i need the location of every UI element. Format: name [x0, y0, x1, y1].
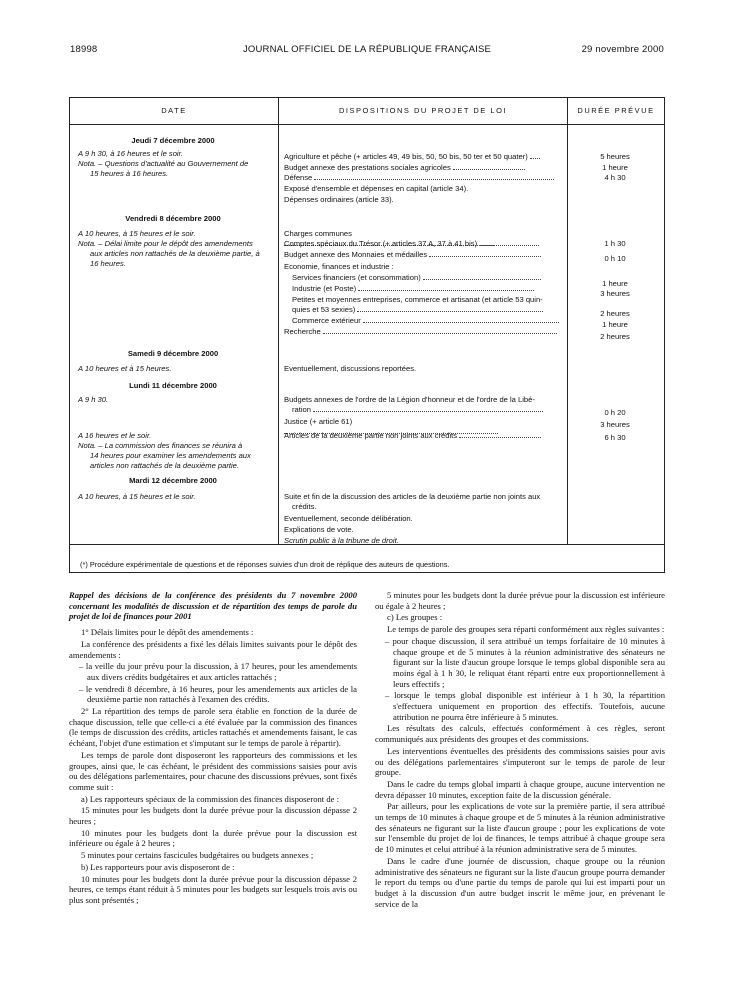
disposition-item: Eventuellement, discussions reportées.	[284, 364, 417, 373]
list-item: – le vendredi 8 décembre, à 16 heures, pour les amendements aux articles de la deuxième partie non rattachés à l'examen des crédits.	[79, 683, 357, 705]
date-note: A 10 heures et à 15 heures.	[78, 364, 172, 373]
date-note: A 16 heures et le soir.	[78, 431, 152, 440]
duration-value: 2 heures	[600, 332, 630, 341]
duration-value: 4 h 30	[604, 173, 626, 182]
duration-value: 1 heure	[602, 163, 628, 172]
paragraph: Le temps de parole des groupes sera réparti conformément aux règles suivantes :	[387, 624, 665, 635]
date-note: Nota. – Questions d'actualité au Gouvernement de	[78, 159, 249, 168]
disposition-item: Industrie (et Poste)	[292, 284, 560, 294]
duration-value: 0 h 10	[604, 254, 626, 263]
disposition-item: Petites et moyennes entreprises, commerce et artisanat (et article 53 quin-	[292, 295, 543, 304]
duration-value: 1 heure	[602, 279, 628, 288]
col-divider	[567, 98, 568, 544]
disposition-item: Budget annexe des prestations sociales agricoles	[284, 163, 560, 173]
day-heading: Vendredi 8 décembre 2000	[125, 214, 221, 223]
disposition-item: Suite et fin de la discussion des articles de la deuxième partie non joints aux	[284, 492, 541, 501]
page-header	[70, 44, 664, 58]
section-title: Rappel des décisions de la conférence des présidents du 7 novembre 2000 concernant les modalités de discussion et de répartition des temps de parole du projet de loi de finances pour 2001	[69, 590, 357, 622]
date-note: 14 heures pour examiner les amendements aux	[90, 451, 251, 460]
disposition-item: Dépenses ordinaires (article 33).	[284, 195, 394, 204]
table-footnote: (*) Procédure expérimentale de questions et de réponses suivies d'un droit de réplique des auteurs de questions.	[80, 560, 450, 569]
duration-value: 1 heure	[602, 320, 628, 329]
paragraph: Les temps de parole dont disposeront les rapporteurs des commissions et les groupes, ainsi que, le cas échéant, le président des commissions saisies pour avis ou des délégations parlementaires, pour chacune des discussions prévues, sont fixés comme suit :	[69, 749, 357, 792]
duration-value: 0 h 20	[604, 408, 626, 417]
list-item: – la veille du jour prévu pour la discussion, à 17 heures, pour les amendements aux divers crédits budgétaires et aux articles rattachés ;	[79, 661, 357, 682]
date-note: 15 heures à 16 heures.	[90, 169, 169, 178]
paragraph: 1° Délais limites pour le dépôt des amendements :	[81, 627, 254, 638]
date-note: A 9 h 30.	[78, 395, 109, 404]
day-heading: Jeudi 7 décembre 2000	[131, 136, 215, 145]
disposition-item: Comptes spéciaux du Trésor (+ articles 37 A, 37 à 41 bis)	[284, 239, 560, 249]
disposition-item: quies et 53 sexies)	[292, 305, 560, 315]
paragraph: 2° La répartition des temps de parole sera établie en fonction de la durée de chaque discussion, telle que celle-ci a été évaluée par la commission des finances (le temps de discussion des crédits, articles rattachés et amendements faisant, le cas échéant, l'objet d'une estimation et s'imputant sur le temps de parole à répartir).	[69, 706, 357, 749]
date-note: Nota. – Délai limite pour le dépôt des amendements	[78, 239, 253, 248]
header-divider	[70, 124, 664, 125]
col-header-date: DATE	[161, 106, 187, 115]
disposition-item: Eventuellement, seconde délibération.	[284, 514, 413, 523]
disposition-item: Recherche	[284, 327, 560, 337]
left-column	[69, 590, 357, 907]
date-note: articles non rattachés de la deuxième partie.	[90, 461, 240, 470]
paragraph: a) Les rapporteurs spéciaux de la commission des finances disposeront de :	[81, 793, 339, 804]
paragraph: 10 minutes pour les budgets dont la durée prévue pour la discussion dépasse 2 heures, ce temps étant réduit à 5 minutes pour les budgets sur lesquels trois avis ou plus sont présentés ;	[69, 873, 357, 905]
issue-date: 29 novembre 2000	[581, 44, 664, 55]
disposition-item: Charges communes	[284, 229, 560, 249]
duration-value: 1 h 30	[604, 239, 626, 248]
paragraph: 5 minutes pour les budgets dont la durée prévue pour la discussion est inférieure ou égale à 2 heures ;	[375, 590, 665, 611]
disposition-item: Scrutin public à la tribune de droit.	[284, 536, 399, 545]
disposition-item: Commerce extérieur	[292, 316, 560, 326]
disposition-item: Budgets annexes de l'ordre de la Légion d'honneur et de l'ordre de la Libé-	[284, 395, 535, 404]
paragraph: Dans le cadre du temps global imparti à chaque groupe, aucune intervention ne devra dépasser 10 minutes, exception faite de la discussion générale.	[375, 778, 665, 800]
day-heading: Lundi 11 décembre 2000	[129, 381, 217, 390]
disposition-item: Justice (+ article 61)	[284, 417, 560, 437]
page-number: 18998	[70, 44, 98, 55]
col-header-duration: DURÉE PRÉVUE	[577, 106, 655, 115]
duration-value: 3 heures	[600, 420, 630, 429]
list-item: – pour chaque discussion, il sera attribué un temps forfaitaire de 10 minutes à chaque groupe et de 5 minutes à la réunion administrative des sénateurs ne figurant sur la liste d'aucun groupe lorsque le temps global disponible sera au moins égal à 1 h 30, le reliquat étant réparti entre eux proportionnellement à leurs effectifs ;	[385, 635, 665, 689]
paragraph: La conférence des présidents a fixé les délais limites suivants pour le dépôt des amendements :	[69, 638, 357, 660]
paragraph: Par ailleurs, pour les explications de vote sur la première partie, il sera attribué un temps de 10 minutes à chaque groupe et de 5 minutes à la réunion administrative des sénateurs ne figurant sur la liste d'aucun groupe ; pour les explications de vote sur l'ensemble du projet de loi de finances, le temps attribué à chaque groupe sera de 10 minutes et celui attribué à la réunion administrative sera de 5 minutes.	[375, 801, 665, 855]
date-note: 16 heures.	[90, 259, 126, 268]
paragraph: 15 minutes pour les budgets dont la durée prévue pour la discussion dépasse 2 heures ;	[69, 805, 357, 827]
date-note: A 10 heures, à 15 heures et le soir.	[78, 492, 196, 501]
list-item: – lorsque le temps global disponible est inférieur à 1 h 30, la répartition s'effectuera uniquement en proportion des effectifs. Toutefois, aucune attribution ne pourra être inférieure à 5 minutes.	[385, 690, 665, 722]
day-heading: Mardi 12 décembre 2000	[129, 476, 217, 485]
disposition-item: Articles de la deuxième partie non joints aux crédits	[284, 431, 560, 441]
paragraph: 10 minutes pour les budgets dont la durée prévue pour la discussion est inférieure ou égale à 2 heures ;	[69, 827, 357, 849]
paragraph: Les résultats des calculs, effectués conformément à ces règles, seront communiqués aux présidents des groupes et des commissions.	[375, 723, 665, 745]
duration-value: 2 heures	[600, 309, 630, 318]
paragraph: 5 minutes pour certains fascicules budgétaires ou budgets annexes ;	[81, 850, 314, 861]
disposition-item: Agriculture et pêche (+ articles 49, 49 bis, 50, 50 bis, 50 ter et 50 quater)	[284, 152, 560, 162]
paragraph: b) Les rapporteurs pour avis disposeront de :	[81, 861, 235, 872]
disposition-item: Budget annexe des Monnaies et médailles	[284, 250, 560, 260]
disposition-item: Economie, finances et industrie :	[284, 262, 394, 271]
date-note: aux articles non rattachés de la deuxième partie, à	[90, 249, 260, 258]
day-heading: Samedi 9 décembre 2000	[127, 349, 219, 358]
right-column	[375, 590, 665, 910]
disposition-item: ration	[292, 405, 560, 415]
paragraph: Les interventions éventuelles des présidents des commissions saisies pour avis ou des délégations parlementaires s'imputeront sur le temps de parole de leur groupe.	[375, 745, 665, 778]
disposition-item: Services financiers (et consommation)	[292, 273, 560, 283]
col-divider	[278, 98, 279, 544]
schedule-table	[69, 97, 665, 573]
paragraph: Dans le cadre d'une journée de discussion, chaque groupe ou la réunion administrative des sénateurs ne figurant sur la liste d'aucun groupe pourra demander le report du temps ou d'une partie du temps de parole qui lui est imparti pour un budget à la discussion d'un autre budget inscrit le même jour, en prévenant le service de la	[375, 855, 665, 909]
duration-value: 3 heures	[600, 289, 630, 298]
date-note: A 10 heures, à 15 heures et le soir.	[78, 229, 196, 238]
date-note: Nota. – La commission des finances se réunira à	[78, 441, 243, 450]
journal-title: JOURNAL OFFICIEL DE LA RÉPUBLIQUE FRANÇAISE	[242, 44, 492, 55]
date-note: A 9 h 30, à 16 heures et le soir.	[78, 149, 183, 158]
duration-value: 6 h 30	[604, 433, 626, 442]
paragraph: c) Les groupes :	[387, 612, 443, 623]
disposition-item: crédits.	[292, 502, 317, 511]
disposition-item: Défense	[284, 173, 560, 183]
disposition-item: Exposé d'ensemble et dépenses en capital (article 34).	[284, 184, 469, 193]
duration-value: 5 heures	[600, 152, 630, 161]
disposition-item: Explications de vote.	[284, 525, 354, 534]
col-header-dispositions: DISPOSITIONS DU PROJET DE LOI	[339, 106, 507, 115]
